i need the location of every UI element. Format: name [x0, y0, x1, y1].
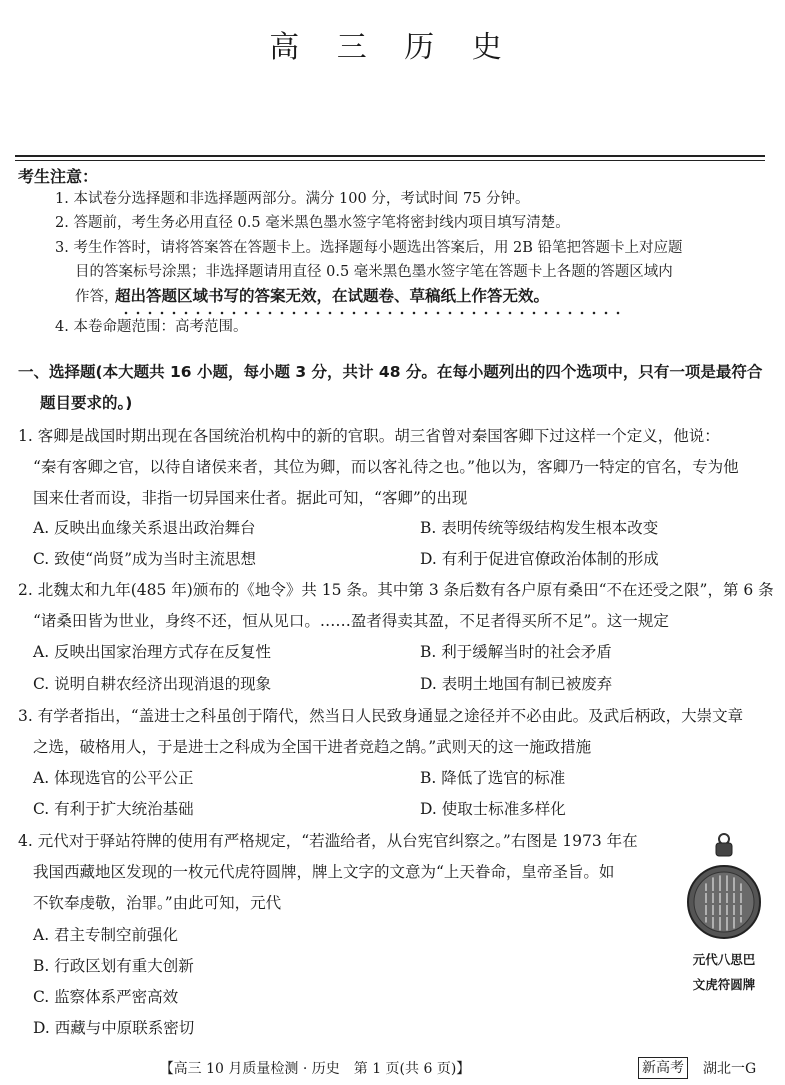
q4-option-b[interactable]: B. 行政区划有重大创新	[33, 957, 194, 975]
q4-stem-1: 4. 元代对于驿站符牌的使用有严格规定，“若滥给者，从台宪官纠察之。”右图是 1973 年在	[18, 832, 638, 850]
notice-heading: 考生注意：	[18, 167, 99, 186]
top-rule-thin	[15, 160, 765, 161]
q2-stem-1: 2. 北魏太和九年(485 年)颁布的《地令》共 15 条。其中第 3 条后数有各户原有桑田“不在还受之限”，第 6 条	[18, 581, 774, 599]
section-heading: 一、选择题(本大题共 16 小题，每小题 3 分，共计 48 分。在每小题列出的四个选项中，只有一项是最符合	[18, 363, 763, 381]
notice-item-2: 2. 答题前，考生务必用直径 0.5 毫米黑色墨水签字笔将密封线内项目填写清楚。	[55, 215, 570, 231]
q1-stem-1: 1. 客卿是战国时期出现在各国统治机构中的新的官职。胡三省曾对秦国客卿下过这样一个定义，他说：	[18, 427, 720, 445]
q2-option-d[interactable]: D. 表明土地国有制已被废弃	[420, 675, 613, 693]
q1-stem-3: 国来仕者而设，非指一切异国来仕者。据此可知，“客卿”的出现	[33, 489, 468, 507]
q1-option-b[interactable]: B. 表明传统等级结构发生根本改变	[420, 519, 659, 537]
tiger-tally-medallion-image	[686, 832, 762, 950]
notice-emphasis: 超出答题区域书写的答案无效，在试题卷、草稿纸上作答无效。	[115, 287, 550, 305]
q3-stem-1: 3. 有学者指出，“盖进士之科虽创于隋代，然当日人民致身通显之途径并不必由此。及武后柄政，大崇文章	[18, 707, 744, 725]
notice-item-4: 4. 本卷命题范围：高考范围。	[55, 319, 248, 335]
q2-option-b[interactable]: B. 利于缓解当时的社会矛盾	[420, 643, 612, 661]
notice-item-3: 3. 考生作答时，请将答案答在答题卡上。选择题每小题选出答案后，用 2B 铅笔把答题卡上对应题	[55, 240, 683, 256]
figure-caption-1: 元代八思巴	[692, 952, 756, 967]
notice-item-3-cont2: 作答，	[75, 289, 119, 305]
top-rule-thick	[15, 155, 765, 157]
q4-stem-3: 不钦奉虔敬，治罪。”由此可知，元代	[33, 894, 282, 912]
page-footer: 【高三 10 月质量检测 · 历史 第 1 页(共 6 页)】	[159, 1061, 471, 1077]
q4-option-c[interactable]: C. 监察体系严密高效	[33, 988, 179, 1006]
q3-option-d[interactable]: D. 使取士标准多样化	[420, 800, 566, 818]
q1-option-a[interactable]: A. 反映出血缘关系退出政治舞台	[33, 519, 256, 537]
exam-badge: 新高考	[638, 1057, 688, 1079]
q1-option-d[interactable]: D. 有利于促进官僚政治体制的形成	[420, 550, 659, 568]
section-heading-cont: 题目要求的。)	[40, 394, 133, 412]
q3-option-b[interactable]: B. 降低了选官的标准	[420, 769, 566, 787]
q2-option-a[interactable]: A. 反映出国家治理方式存在反复性	[33, 643, 272, 661]
q4-option-d[interactable]: D. 西藏与中原联系密切	[33, 1019, 195, 1037]
figure-caption-2: 文虎符圆牌	[692, 977, 756, 992]
page-title: 高 三 历 史	[269, 30, 516, 65]
q1-stem-2: “秦有客卿之官，以待自诸侯来者，其位为卿，而以客礼待之也。”他以为，客卿乃一特定的官名，专为他	[33, 458, 739, 476]
q4-option-a[interactable]: A. 君主专制空前强化	[33, 926, 179, 944]
q2-option-c[interactable]: C. 说明自耕农经济出现消退的现象	[33, 675, 272, 693]
q1-option-c[interactable]: C. 致使“尚贤”成为当时主流思想	[33, 550, 257, 568]
notice-item-1: 1. 本试卷分选择题和非选择题两部分。满分 100 分，考试时间 75 分钟。	[55, 191, 530, 207]
notice-item-3-cont: 目的答案标号涂黑；非选择题请用直径 0.5 毫米黑色墨水签字笔在答题卡上各题的答题区域内	[75, 264, 673, 280]
q2-stem-2: “诸桑田皆为世业，身终不还，恒从见口。……盈者得卖其盈，不足者得买所不足”。这一规定	[33, 612, 669, 630]
q4-stem-2: 我国西藏地区发现的一枚元代虎符圆牌，牌上文字的文意为“上天眷命，皇帝圣旨。如	[33, 863, 615, 881]
q3-option-a[interactable]: A. 体现选官的公平公正	[33, 769, 194, 787]
q3-option-c[interactable]: C. 有利于扩大统治基础	[33, 800, 194, 818]
exam-region: 湖北一G	[703, 1061, 757, 1077]
q3-stem-2: 之选，破格用人，于是进士之科成为全国干进者竞趋之鹄。”武则天的这一施政措施	[33, 738, 592, 756]
